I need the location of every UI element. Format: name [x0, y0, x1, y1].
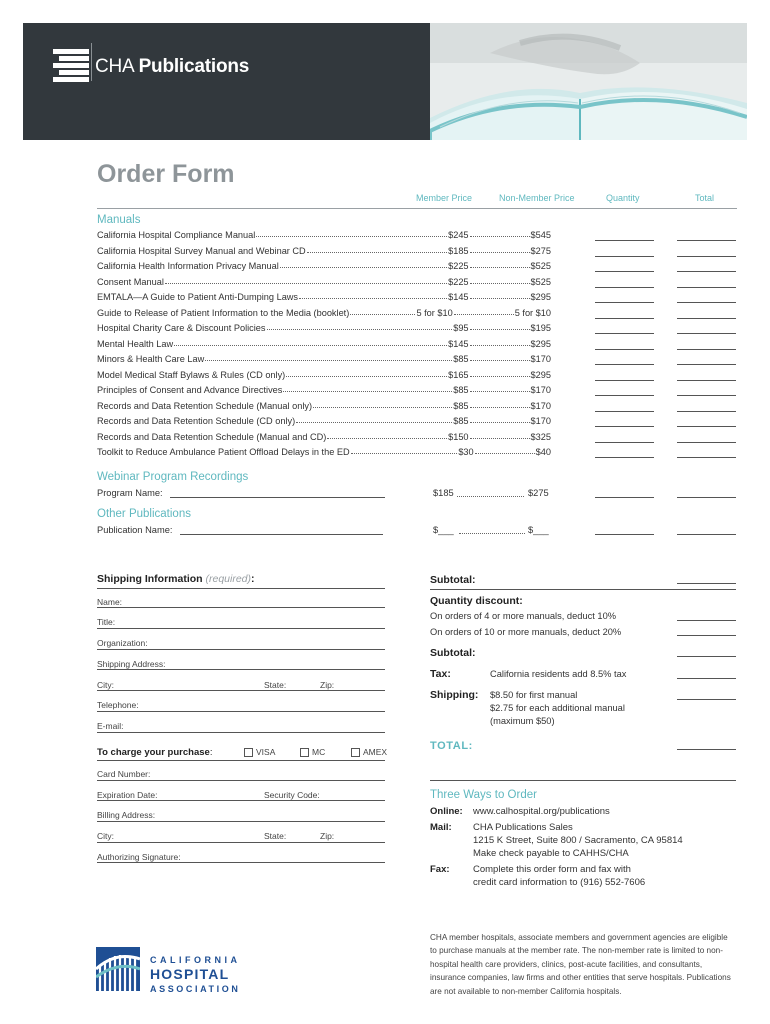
manual-row — [97, 246, 551, 256]
dot-leader — [470, 401, 530, 408]
mail-line-3: Make check payable to CAHHS/CHA — [473, 848, 629, 859]
open-book-image — [430, 23, 747, 140]
nonmember-price: $170 — [530, 400, 551, 411]
shipping-address-input[interactable] — [97, 669, 385, 670]
zip-label: Zip: — [320, 680, 335, 690]
publication-name-input[interactable] — [180, 534, 383, 535]
charge-purchase-label: To charge your purchase: — [97, 747, 213, 758]
webinar-dot-leader — [457, 496, 524, 497]
manual-quantity-input[interactable] — [595, 380, 654, 381]
mail-label: Mail: — [430, 822, 452, 833]
manual-quantity-input[interactable] — [595, 349, 654, 350]
manual-name: EMTALA—A Guide to Patient Anti-Dumping Laws — [97, 292, 299, 302]
column-header-nonmember: Non-Member Price — [499, 193, 575, 203]
security-code-label: Security Code: — [264, 790, 320, 800]
dot-leader — [470, 246, 530, 253]
nonmember-price: $295 — [530, 292, 551, 302]
manual-total-input[interactable] — [677, 426, 736, 427]
dot-leader — [470, 385, 530, 392]
three-ways-title: Three Ways to Order — [430, 789, 537, 801]
mail-line-1: CHA Publications Sales — [473, 822, 573, 833]
manual-row — [97, 339, 551, 349]
manual-row — [97, 432, 551, 442]
subtotal2-input[interactable] — [677, 656, 736, 657]
member-price: $165 — [448, 369, 469, 380]
logo-text-association: ASSOCIATION — [150, 984, 241, 994]
total-label: TOTAL: — [430, 740, 473, 752]
dot-leader — [470, 416, 530, 423]
member-price: $225 — [448, 261, 469, 271]
manual-total-input[interactable] — [677, 333, 736, 334]
member-price: $185 — [448, 245, 469, 256]
dot-leader — [286, 370, 447, 377]
manual-name: California Health Information Privacy Manual — [97, 261, 279, 271]
webinar-section-title: Webinar Program Recordings — [97, 471, 249, 483]
manual-total-input[interactable] — [677, 442, 736, 443]
telephone-input[interactable] — [97, 711, 385, 712]
manual-row — [97, 370, 551, 380]
manual-quantity-input[interactable] — [595, 333, 654, 334]
manual-quantity-input[interactable] — [595, 271, 654, 272]
webinar-nonmember-price: $275 — [528, 488, 549, 498]
manual-name: Records and Data Retention Schedule (Manual only) — [97, 400, 313, 411]
manual-total-input[interactable] — [677, 349, 736, 350]
webinar-quantity-input[interactable] — [595, 497, 654, 498]
dot-leader — [165, 277, 447, 284]
signature-input[interactable] — [97, 862, 385, 863]
dot-leader — [351, 447, 458, 454]
manual-row — [97, 354, 551, 364]
member-price: $85 — [453, 400, 469, 411]
page-title: Order Form — [97, 160, 235, 188]
membership-disclaimer: CHA member hospitals, associate members and government agencies are eligible to purchase manuals at the member rate. The non-member rate is limited to non-hospital health care providers, clinics, post-acute facilities, and consultants, insurance companies, law firms and other entities that serve hospitals. Publications are not available to non-member California hospitals. — [430, 933, 731, 996]
amex-checkbox[interactable] — [351, 748, 360, 757]
online-label: Online: — [430, 806, 463, 817]
card-number-input[interactable] — [97, 780, 385, 781]
other-quantity-input[interactable] — [595, 534, 654, 535]
manual-name: Mental Health Law — [97, 338, 174, 349]
nonmember-price: $295 — [530, 369, 551, 380]
online-url-link[interactable]: www.calhospital.org/publications — [473, 806, 610, 817]
manual-name: Guide to Release of Patient Information to the Media (booklet) — [97, 307, 350, 318]
manual-row — [97, 385, 551, 395]
manual-total-input[interactable] — [677, 395, 736, 396]
manual-total-input[interactable] — [677, 457, 736, 458]
manual-total-input[interactable] — [677, 318, 736, 319]
dot-leader — [296, 416, 452, 423]
dot-leader — [470, 261, 530, 268]
manual-name: Records and Data Retention Schedule (CD only) — [97, 416, 296, 426]
email-input[interactable] — [97, 732, 385, 733]
fax-line-2: credit card information to (916) 552-7606 — [473, 877, 646, 888]
manual-row — [97, 230, 551, 240]
dot-leader — [470, 432, 530, 439]
nonmember-price: $525 — [530, 261, 551, 271]
city-state-zip-input[interactable] — [97, 690, 385, 691]
logo-text-hospital: HOSPITAL — [150, 966, 230, 982]
column-header-member: Member Price — [416, 193, 473, 203]
dot-leader — [470, 323, 530, 330]
nonmember-price: $525 — [530, 276, 551, 287]
manual-name: Consent Manual — [97, 276, 164, 287]
dot-leader — [256, 230, 447, 237]
dot-leader — [327, 432, 447, 439]
shipping-top-rule — [97, 588, 385, 589]
manual-quantity-input[interactable] — [595, 256, 654, 257]
organization-label: Organization: — [97, 638, 148, 648]
cha-publications-logo-icon — [53, 49, 89, 83]
manual-quantity-input[interactable] — [595, 457, 654, 458]
nonmember-price: $170 — [530, 354, 551, 364]
manual-row — [97, 292, 551, 302]
shipping-address-label: Shipping Address: — [97, 659, 166, 669]
visa-checkbox[interactable] — [244, 748, 253, 757]
subtotal2-label: Subtotal: — [430, 647, 476, 659]
manual-row — [97, 261, 551, 271]
california-hospital-association-logo-icon — [96, 947, 140, 991]
manual-row — [97, 277, 551, 287]
manual-name: Principles of Consent and Advance Directives — [97, 385, 283, 395]
other-nonmember-price: $___ — [528, 525, 549, 535]
manual-total-input[interactable] — [677, 364, 736, 365]
order-ways-rule — [430, 780, 736, 781]
discount-20-text: On orders of 10 or more manuals, deduct 20% — [430, 627, 622, 637]
logo-divider — [91, 43, 92, 81]
brand-name: CHA Publications — [95, 56, 250, 77]
member-price: 5 for $10 — [416, 307, 453, 318]
manual-total-input[interactable] — [677, 287, 736, 288]
title-label: Title: — [97, 617, 116, 627]
manual-total-input[interactable] — [677, 240, 736, 241]
dot-leader — [174, 339, 447, 346]
signature-label: Authorizing Signature: — [97, 852, 181, 862]
tax-text: California residents add 8.5% tax — [490, 669, 627, 679]
billing-address-input[interactable] — [97, 821, 385, 822]
billing-city-state-zip-input[interactable] — [97, 842, 385, 843]
webinar-member-price: $185 — [433, 488, 454, 498]
column-header-total: Total — [695, 193, 715, 203]
other-dot-leader — [459, 533, 525, 534]
charge-rule — [97, 760, 385, 761]
nonmember-price: $170 — [530, 385, 551, 395]
summary-rule — [430, 589, 736, 590]
program-name-label: Program Name: — [97, 488, 163, 498]
shipping-label: Shipping: — [430, 689, 479, 701]
organization-input[interactable] — [97, 649, 385, 650]
mc-option[interactable]: MC — [300, 747, 325, 757]
mc-checkbox[interactable] — [300, 748, 309, 757]
dot-leader — [313, 401, 452, 408]
manual-quantity-input[interactable] — [595, 302, 654, 303]
header-rule — [97, 208, 737, 209]
manual-quantity-input[interactable] — [595, 364, 654, 365]
dot-leader — [470, 230, 530, 237]
manual-total-input[interactable] — [677, 271, 736, 272]
manual-row — [97, 401, 551, 411]
nonmember-price: $275 — [530, 245, 551, 256]
manual-total-input[interactable] — [677, 302, 736, 303]
dot-leader — [470, 292, 530, 299]
shipping-input[interactable] — [677, 699, 736, 700]
manual-total-input[interactable] — [677, 380, 736, 381]
nonmember-price: $170 — [530, 416, 551, 426]
member-price: $30 — [458, 447, 474, 457]
billing-address-label: Billing Address: — [97, 810, 156, 820]
member-price: $85 — [453, 416, 469, 426]
member-price: $150 — [448, 431, 469, 442]
fax-label: Fax: — [430, 864, 450, 875]
header-banner — [23, 23, 747, 140]
dot-leader — [267, 323, 453, 330]
manual-name: California Hospital Compliance Manual — [97, 230, 256, 240]
amex-option[interactable]: AMEX — [351, 747, 387, 757]
dot-leader — [470, 370, 530, 377]
member-price: $85 — [453, 354, 469, 364]
manual-name: Model Medical Staff Bylaws & Rules (CD only) — [97, 369, 286, 380]
city-label: City: — [97, 680, 114, 690]
discount-10-input[interactable] — [677, 620, 736, 621]
manual-name: California Hospital Survey Manual and Webinar CD — [97, 245, 306, 256]
name-input[interactable] — [97, 607, 385, 608]
nonmember-price: $325 — [530, 431, 551, 442]
shipping-rate-2: $2.75 for each additional manual — [490, 703, 625, 713]
dot-leader — [280, 261, 447, 268]
manual-name: Toolkit to Reduce Ambulance Patient Offload Delays in the ED — [97, 447, 350, 457]
manual-name: Records and Data Retention Schedule (Manual and CD) — [97, 431, 327, 442]
dot-leader — [205, 354, 452, 361]
telephone-label: Telephone: — [97, 700, 139, 710]
discount-20-input[interactable] — [677, 635, 736, 636]
shipping-rate-3: (maximum $50) — [490, 716, 555, 726]
other-member-price: $___ — [433, 525, 454, 535]
manual-total-input[interactable] — [677, 411, 736, 412]
subtotal-label: Subtotal: — [430, 574, 476, 586]
manuals-section-title: Manuals — [97, 214, 141, 226]
discount-10-text: On orders of 4 or more manuals, deduct 10% — [430, 611, 617, 621]
dot-leader — [475, 447, 535, 454]
column-header-quantity: Quantity — [606, 193, 640, 203]
dot-leader — [350, 308, 415, 315]
billing-city-label: City: — [97, 831, 114, 841]
manual-quantity-input[interactable] — [595, 442, 654, 443]
manual-quantity-input[interactable] — [595, 411, 654, 412]
nonmember-price: $545 — [530, 230, 551, 240]
webinar-total-input[interactable] — [677, 497, 736, 498]
manual-quantity-input[interactable] — [595, 426, 654, 427]
publication-name-label: Publication Name: — [97, 525, 173, 535]
dot-leader — [470, 277, 530, 284]
manual-quantity-input[interactable] — [595, 240, 654, 241]
member-price: $145 — [448, 292, 469, 302]
member-price: $225 — [448, 276, 469, 287]
manual-quantity-input[interactable] — [595, 395, 654, 396]
expiration-security-input[interactable] — [97, 800, 385, 801]
tax-input[interactable] — [677, 678, 736, 679]
billing-zip-label: Zip: — [320, 831, 335, 841]
member-price: $145 — [448, 338, 469, 349]
other-total-input[interactable] — [677, 534, 736, 535]
manual-name: Minors & Health Care Law — [97, 354, 205, 364]
dot-leader — [299, 292, 447, 299]
manual-row — [97, 323, 551, 333]
shipping-rate-1: $8.50 for first manual — [490, 690, 578, 700]
name-label: Name: — [97, 597, 123, 607]
shipping-title: Shipping Information (required): — [97, 573, 255, 585]
manual-quantity-input[interactable] — [595, 287, 654, 288]
dot-leader — [454, 308, 514, 315]
manual-name: Hospital Charity Care & Discount Policies — [97, 323, 266, 333]
title-input[interactable] — [97, 628, 385, 629]
manual-quantity-input[interactable] — [595, 318, 654, 319]
other-section-title: Other Publications — [97, 508, 191, 520]
nonmember-price: 5 for $10 — [514, 307, 551, 318]
dot-leader — [470, 339, 530, 346]
member-price: $95 — [453, 323, 469, 333]
dot-leader — [470, 354, 530, 361]
member-price: $85 — [453, 385, 469, 395]
program-name-input[interactable] — [170, 497, 385, 498]
nonmember-price: $195 — [530, 323, 551, 333]
state-label: State: — [264, 680, 287, 690]
quantity-discount-label: Quantity discount: — [430, 595, 523, 607]
member-price: $245 — [448, 230, 469, 240]
manual-total-input[interactable] — [677, 256, 736, 257]
mail-line-2: 1215 K Street, Suite 800 / Sacramento, CA 95814 — [473, 835, 683, 846]
manual-row — [97, 416, 551, 426]
dot-leader — [307, 246, 447, 253]
tax-label: Tax: — [430, 668, 451, 680]
dot-leader — [283, 385, 452, 392]
card-number-label: Card Number: — [97, 769, 151, 779]
nonmember-price: $40 — [535, 447, 551, 457]
expiration-label: Expiration Date: — [97, 790, 158, 800]
billing-state-label: State: — [264, 831, 287, 841]
visa-option[interactable]: VISA — [244, 747, 275, 757]
total-input[interactable] — [677, 749, 736, 750]
manual-row — [97, 447, 551, 457]
email-label: E-mail: — [97, 721, 124, 731]
nonmember-price: $295 — [530, 338, 551, 349]
fax-line-1: Complete this order form and fax with — [473, 864, 631, 875]
logo-text-california: CALIFORNIA — [150, 955, 241, 965]
manual-row — [97, 308, 551, 318]
subtotal-input[interactable] — [677, 583, 736, 584]
